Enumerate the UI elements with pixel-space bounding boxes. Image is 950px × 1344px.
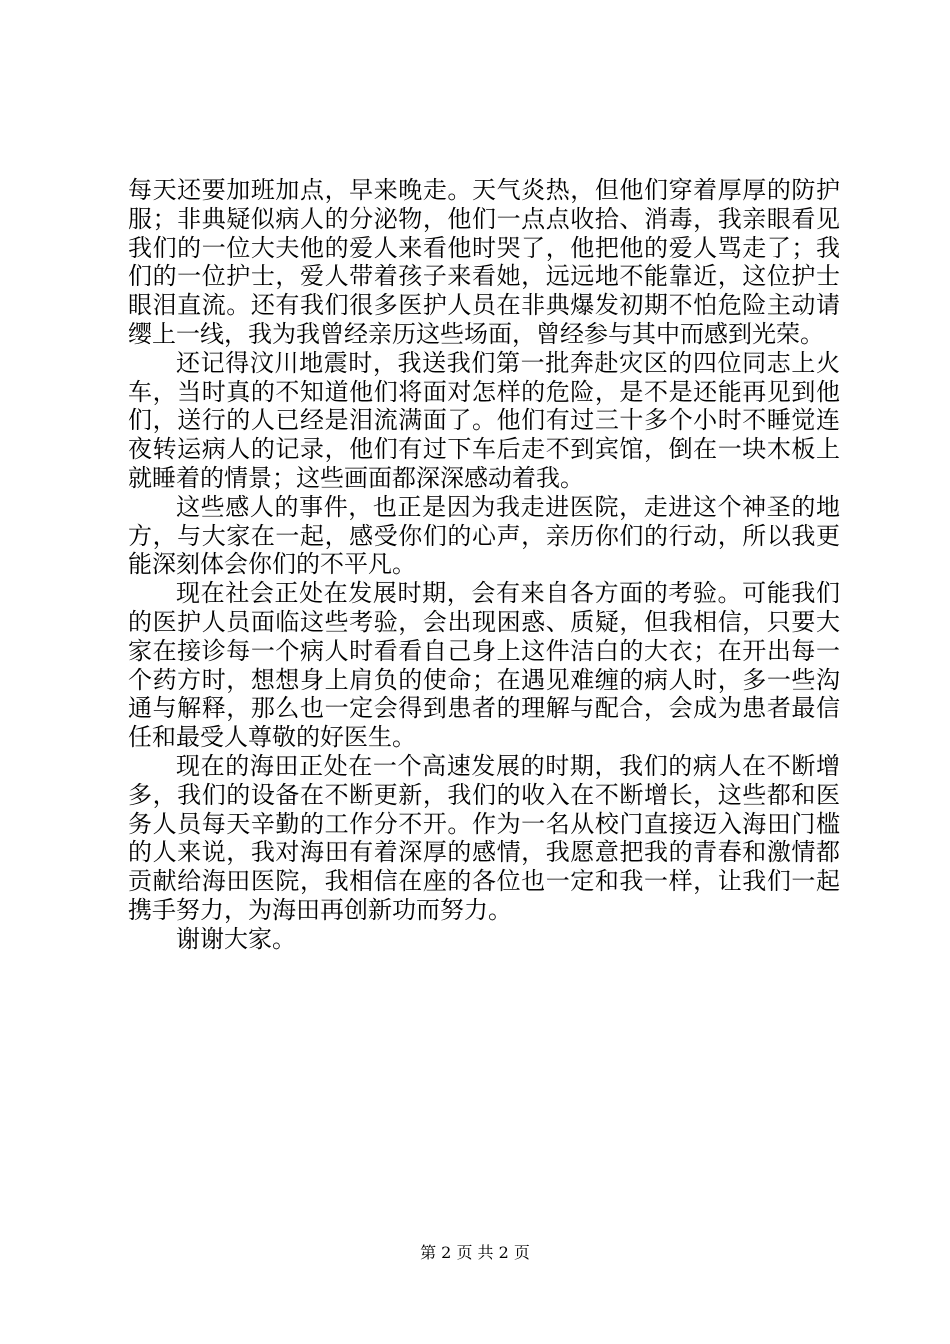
paragraph-touching-events: 这些感人的事件，也正是因为我走进医院，走进这个神圣的地方，与大家在一起，感受你们的心声，亲历你们的行动，所以我更能深刻体会你们的不平凡。 — [128, 492, 840, 579]
paragraph-haitian-development: 现在的海田正处在一个高速发展的时期，我们的病人在不断增多，我们的设备在不断更新，我们的收入在不断增长，这些都和医务人员每天辛勤的工作分不开。作为一名从校门直接迈入海田门槛的人来说，我对海田有着深厚的感情，我愿意把我的青春和激情都贡献给海田医院，我相信在座的各位也一定和我一样，让我们一起携手努力，为海田再创新功而努力。 — [128, 751, 840, 924]
paragraph-wenchuan-earthquake: 还记得汶川地震时，我送我们第一批奔赴灾区的四位同志上火车，当时真的不知道他们将面对怎样的危险，是不是还能再见到他们，送行的人已经是泪流满面了。他们有过三十多个小时不睡觉连夜转运病人的记录，他们有过下车后走不到宾馆，倒在一块木板上就睡着的情景；这些画面都深深感动着我。 — [128, 348, 840, 492]
document-body — [128, 176, 840, 954]
paragraph-closing-thanks: 谢谢大家。 — [176, 924, 296, 953]
paragraph-continuation: 每天还要加班加点，早来晚走。天气炎热，但他们穿着厚厚的防护服；非典疑似病人的分泌物，他们一点点收拾、消毒，我亲眼看见我们的一位大夫他的爱人来看他时哭了，他把他的爱人骂走了；我们的一位护士，爱人带着孩子来看她，远远地不能靠近，这位护士眼泪直流。还有我们很多医护人员在非典爆发初期不怕危险主动请缨上一线，我为我曾经亲历这些场面，曾经参与其中而感到光荣。 — [128, 176, 840, 348]
page-number-footer: 第 2 页 共 2 页 — [420, 1243, 530, 1262]
paragraph-social-challenges: 现在社会正处在发展时期，会有来自各方面的考验。可能我们的医护人员面临这些考验，会出现困惑、质疑，但我相信，只要大家在接诊每一个病人时看看自己身上这件洁白的大衣；在开出每一个药方时，想想身上肩负的使命；在遇见难缠的病人时，多一些沟通与解释，那么也一定会得到患者的理解与配合，会成为患者最信任和最受人尊敬的好医生。 — [128, 579, 840, 752]
